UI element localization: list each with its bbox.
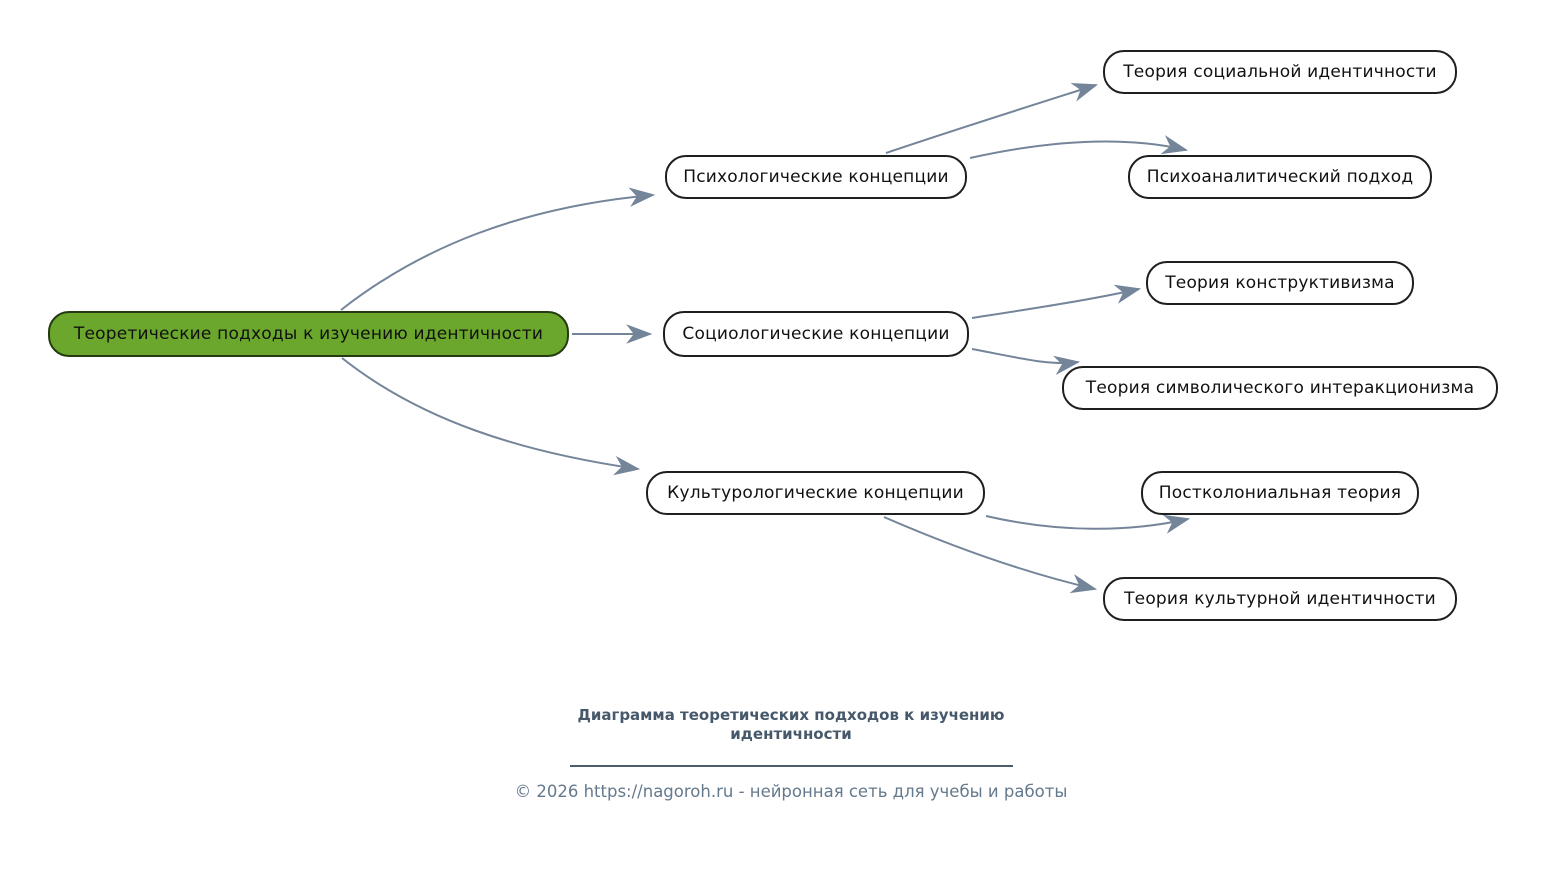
edge-cultural-to-postcolonial [986,516,1188,529]
edge-sociological-to-constructivism [972,289,1139,318]
footer [491,706,1091,801]
footer-divider [570,765,1013,767]
node-psychoanalytic-approach: Психоаналитический подход [1128,155,1432,199]
node-postcolonial-theory: Постколониальная теория [1141,471,1419,515]
edge-sociological-to-symbolic-interactionism [972,349,1078,363]
node-constructivism-theory: Теория конструктивизма [1146,261,1414,305]
edge-root-to-psychological [341,195,653,310]
node-cultural-concepts: Культурологические концепции [646,471,985,515]
edge-root-to-cultural [342,358,638,469]
node-sociological-concepts: Социологические концепции [663,311,969,357]
node-cultural-identity-theory: Теория культурной идентичности [1103,577,1457,621]
copyright-text: © 2026 https://nagoroh.ru - нейронная сеть для учебы и работы [514,781,1068,801]
node-social-identity-theory: Теория социальной идентичности [1103,50,1457,94]
node-symbolic-interactionism-theory: Теория символического интеракционизма [1062,366,1498,410]
node-root: Теоретические подходы к изучению идентичности [48,311,569,357]
node-psychological-concepts: Психологические концепции [665,155,967,199]
diagram-caption: Диаграмма теоретических подходов к изучению идентичности [577,706,1005,743]
